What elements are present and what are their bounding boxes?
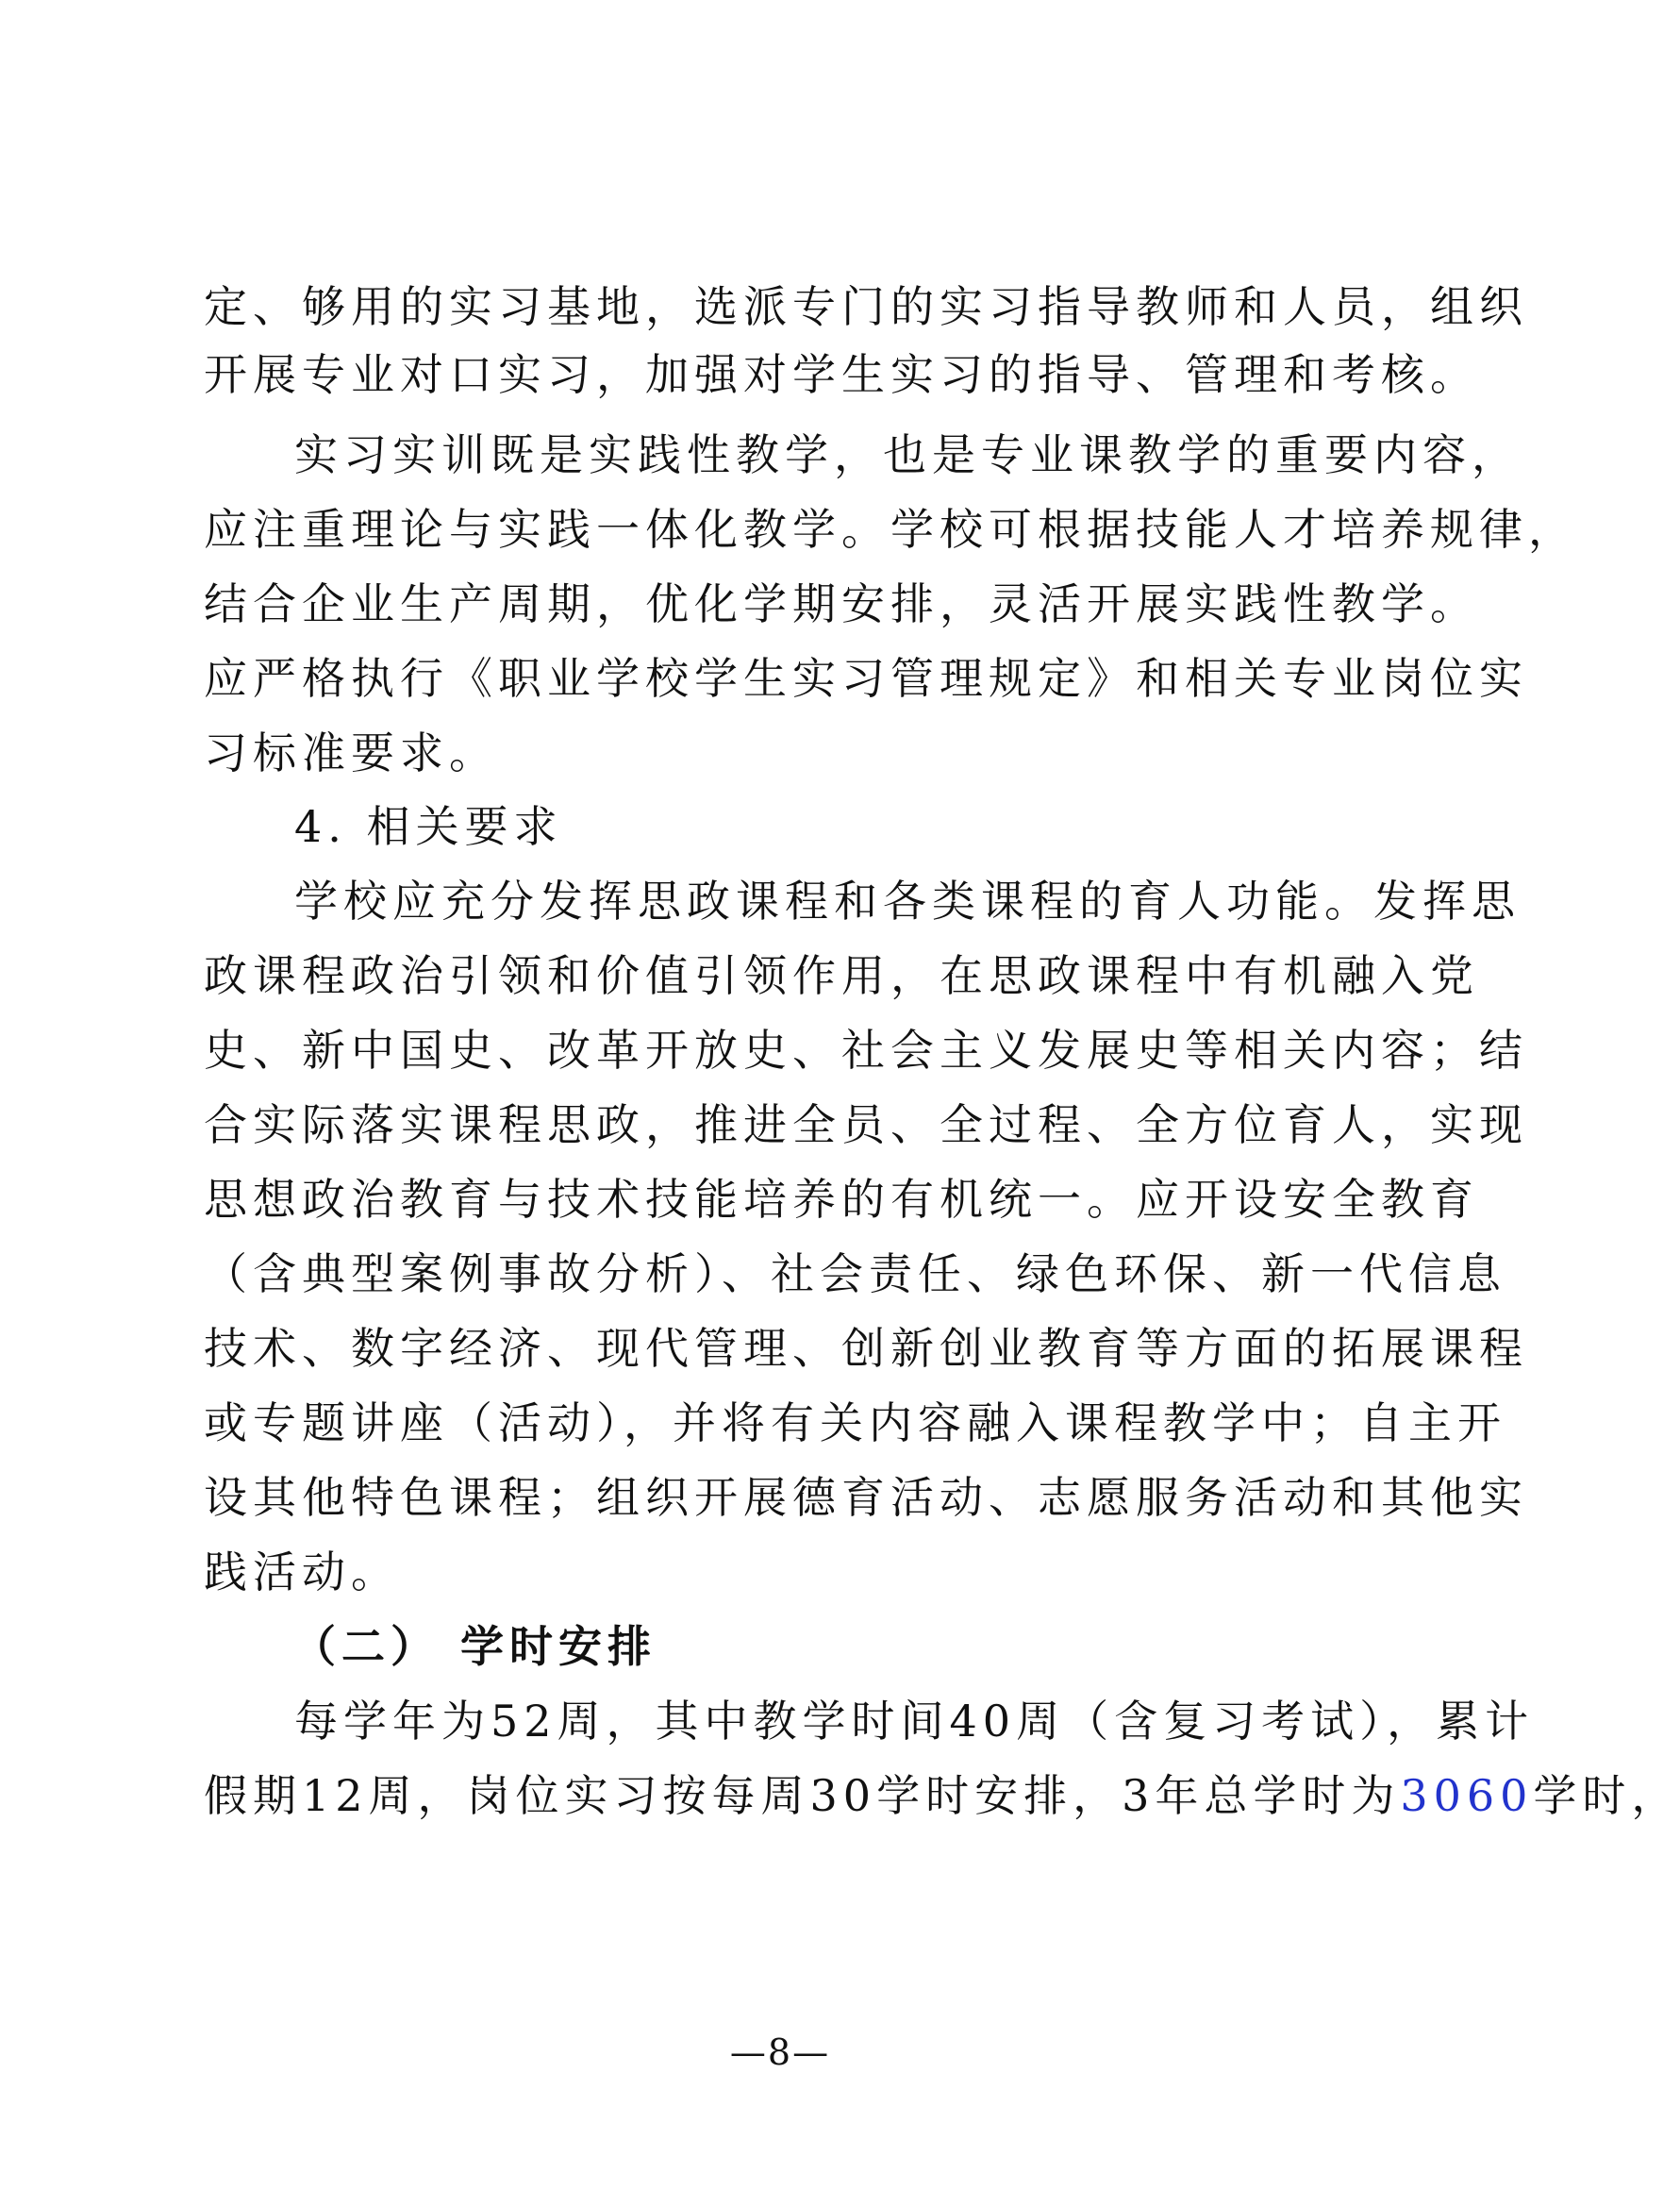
text-line: 学校应充分发挥思政课程和各类课程的育人功能。发挥思 [294,876,1521,927]
text-line: 定、够用的实习基地，选派专门的实习指导教师和人员，组织 [204,281,1528,332]
text-segment: 假期12周，岗位实习按每周30学时安排，3年总学时为 [204,1770,1401,1821]
text-line [204,1763,1680,1829]
text-line: 实习实训既是实践性教学，也是专业课教学的重要内容， [294,429,1521,480]
text-line: 践活动。 [204,1547,400,1597]
text-line: 政课程政治引领和价值引领作用，在思政课程中有机融入党 [204,950,1479,1001]
text-line: 结合企业生产周期，优化学期安排，灵活开展实践性教学。 [204,578,1479,629]
text-segment: 学时， [1533,1770,1680,1821]
section-heading: （二） 学时安排 [292,1621,657,1672]
text-line: 史、新中国史、改革开放史、社会主义发展史等相关内容；结 [204,1025,1528,1076]
highlighted-number: 3060 [1400,1770,1534,1821]
text-line: 设其他特色课程；组织开展德育活动、志愿服务活动和其他实 [204,1472,1528,1523]
subheading: 4. 相关要求 [294,801,563,852]
text-line: 每学年为52周，其中教学时间40周（含复习考试），累计 [294,1696,1535,1747]
text-line: 应注重理论与实践一体化教学。学校可根据技能人才培养规律， [204,504,1577,555]
text-line: 技术、数字经济、现代管理、创新创业教育等方面的拓展课程 [204,1323,1528,1374]
text-line: 开展专业对口实习，加强对学生实习的指导、管理和考核。 [204,349,1479,400]
text-line: 或专题讲座（活动），并将有关内容融入课程教学中；自主开 [204,1397,1506,1448]
text-line: 思想政治教育与技术技能培养的有机统一。应开设安全教育 [204,1174,1479,1225]
text-line: 应严格执行《职业学校学生实习管理规定》和相关专业岗位实 [204,653,1528,704]
page-number: —8— [729,2031,831,2073]
text-line: 习标准要求。 [204,727,498,778]
text-line: （含典型案例事故分析）、社会责任、绿色环保、新一代信息 [204,1248,1506,1299]
text-line: 合实际落实课程思政，推进全员、全过程、全方位育人，实现 [204,1099,1528,1150]
